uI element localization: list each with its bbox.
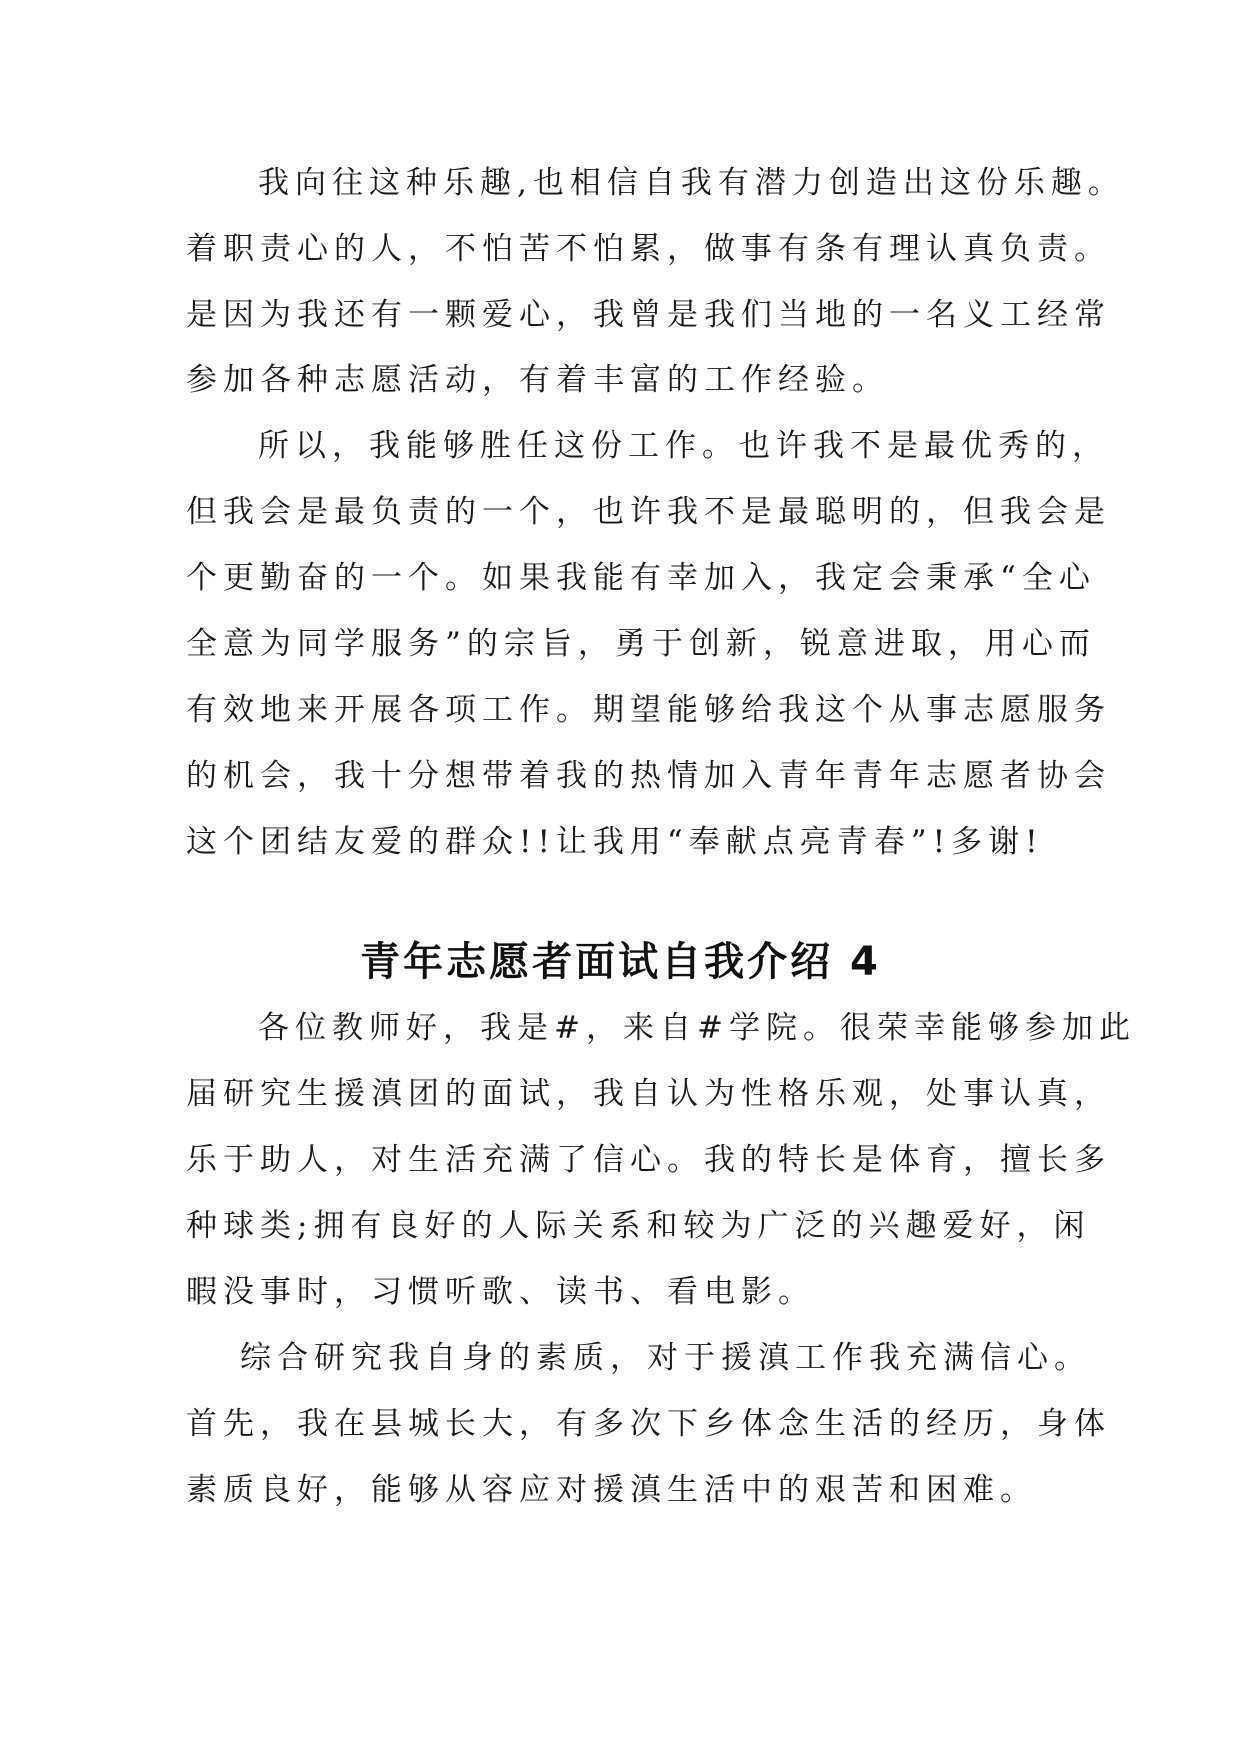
paragraph-line: 各位教师好，我是#，来自#学院。很荣幸能够参加此 <box>258 1010 1136 1046</box>
paragraph-line: 届研究生援滇团的面试，我自认为性格乐观，处事认真， <box>186 1076 1111 1112</box>
paragraph-line: 是因为我还有一颗爱心，我曾是我们当地的一名义工经常 <box>186 297 1111 333</box>
paragraph-line: 综合研究我自身的素质，对于援滇工作我充满信心。 <box>240 1340 1091 1376</box>
paragraph-line: 素质良好，能够从容应对援滇生活中的艰苦和困难。 <box>186 1472 1037 1508</box>
paragraph-line: 参加各种志愿活动，有着丰富的工作经验。 <box>186 362 889 398</box>
paragraph-line: 暇没事时，习惯听歌、读书、看电影。 <box>186 1274 815 1310</box>
paragraph-line: 所以，我能够胜任这份工作。也许我不是最优秀的， <box>258 428 1109 464</box>
paragraph-line: 乐于助人，对生活充满了信心。我的特长是体育，擅长多 <box>186 1142 1111 1178</box>
paragraph-line: 但我会是最负责的一个，也许我不是最聪明的，但我会是 <box>186 494 1111 530</box>
paragraph-line: 个更勤奋的一个。如果我能有幸加入，我定会秉承“全心 <box>186 560 1096 596</box>
paragraph-line: 全意为同学服务”的宗旨，勇于创新，锐意进取，用心而 <box>186 626 1096 662</box>
paragraph-line: 着职责心的人，不怕苦不怕累，做事有条有理认真负责。 <box>186 231 1111 267</box>
paragraph-line: 这个团结友爱的群众!!让我用“奉献点亮青春”!多谢! <box>186 824 1044 860</box>
paragraph-line: 首先，我在县城长大，有多次下乡体念生活的经历，身体 <box>186 1406 1111 1442</box>
paragraph-line: 我向往这种乐趣,也相信自我有潜力创造出这份乐趣。 <box>258 165 1125 201</box>
section-title: 青年志愿者面试自我介绍 4 <box>360 939 881 985</box>
paragraph-line: 有效地来开展各项工作。期望能够给我这个从事志愿服务 <box>186 692 1111 728</box>
paragraph-line: 种球类;拥有良好的人际关系和较为广泛的兴趣爱好，闲 <box>186 1208 1091 1244</box>
paragraph-line: 的机会，我十分想带着我的热情加入青年青年志愿者协会 <box>186 758 1111 794</box>
